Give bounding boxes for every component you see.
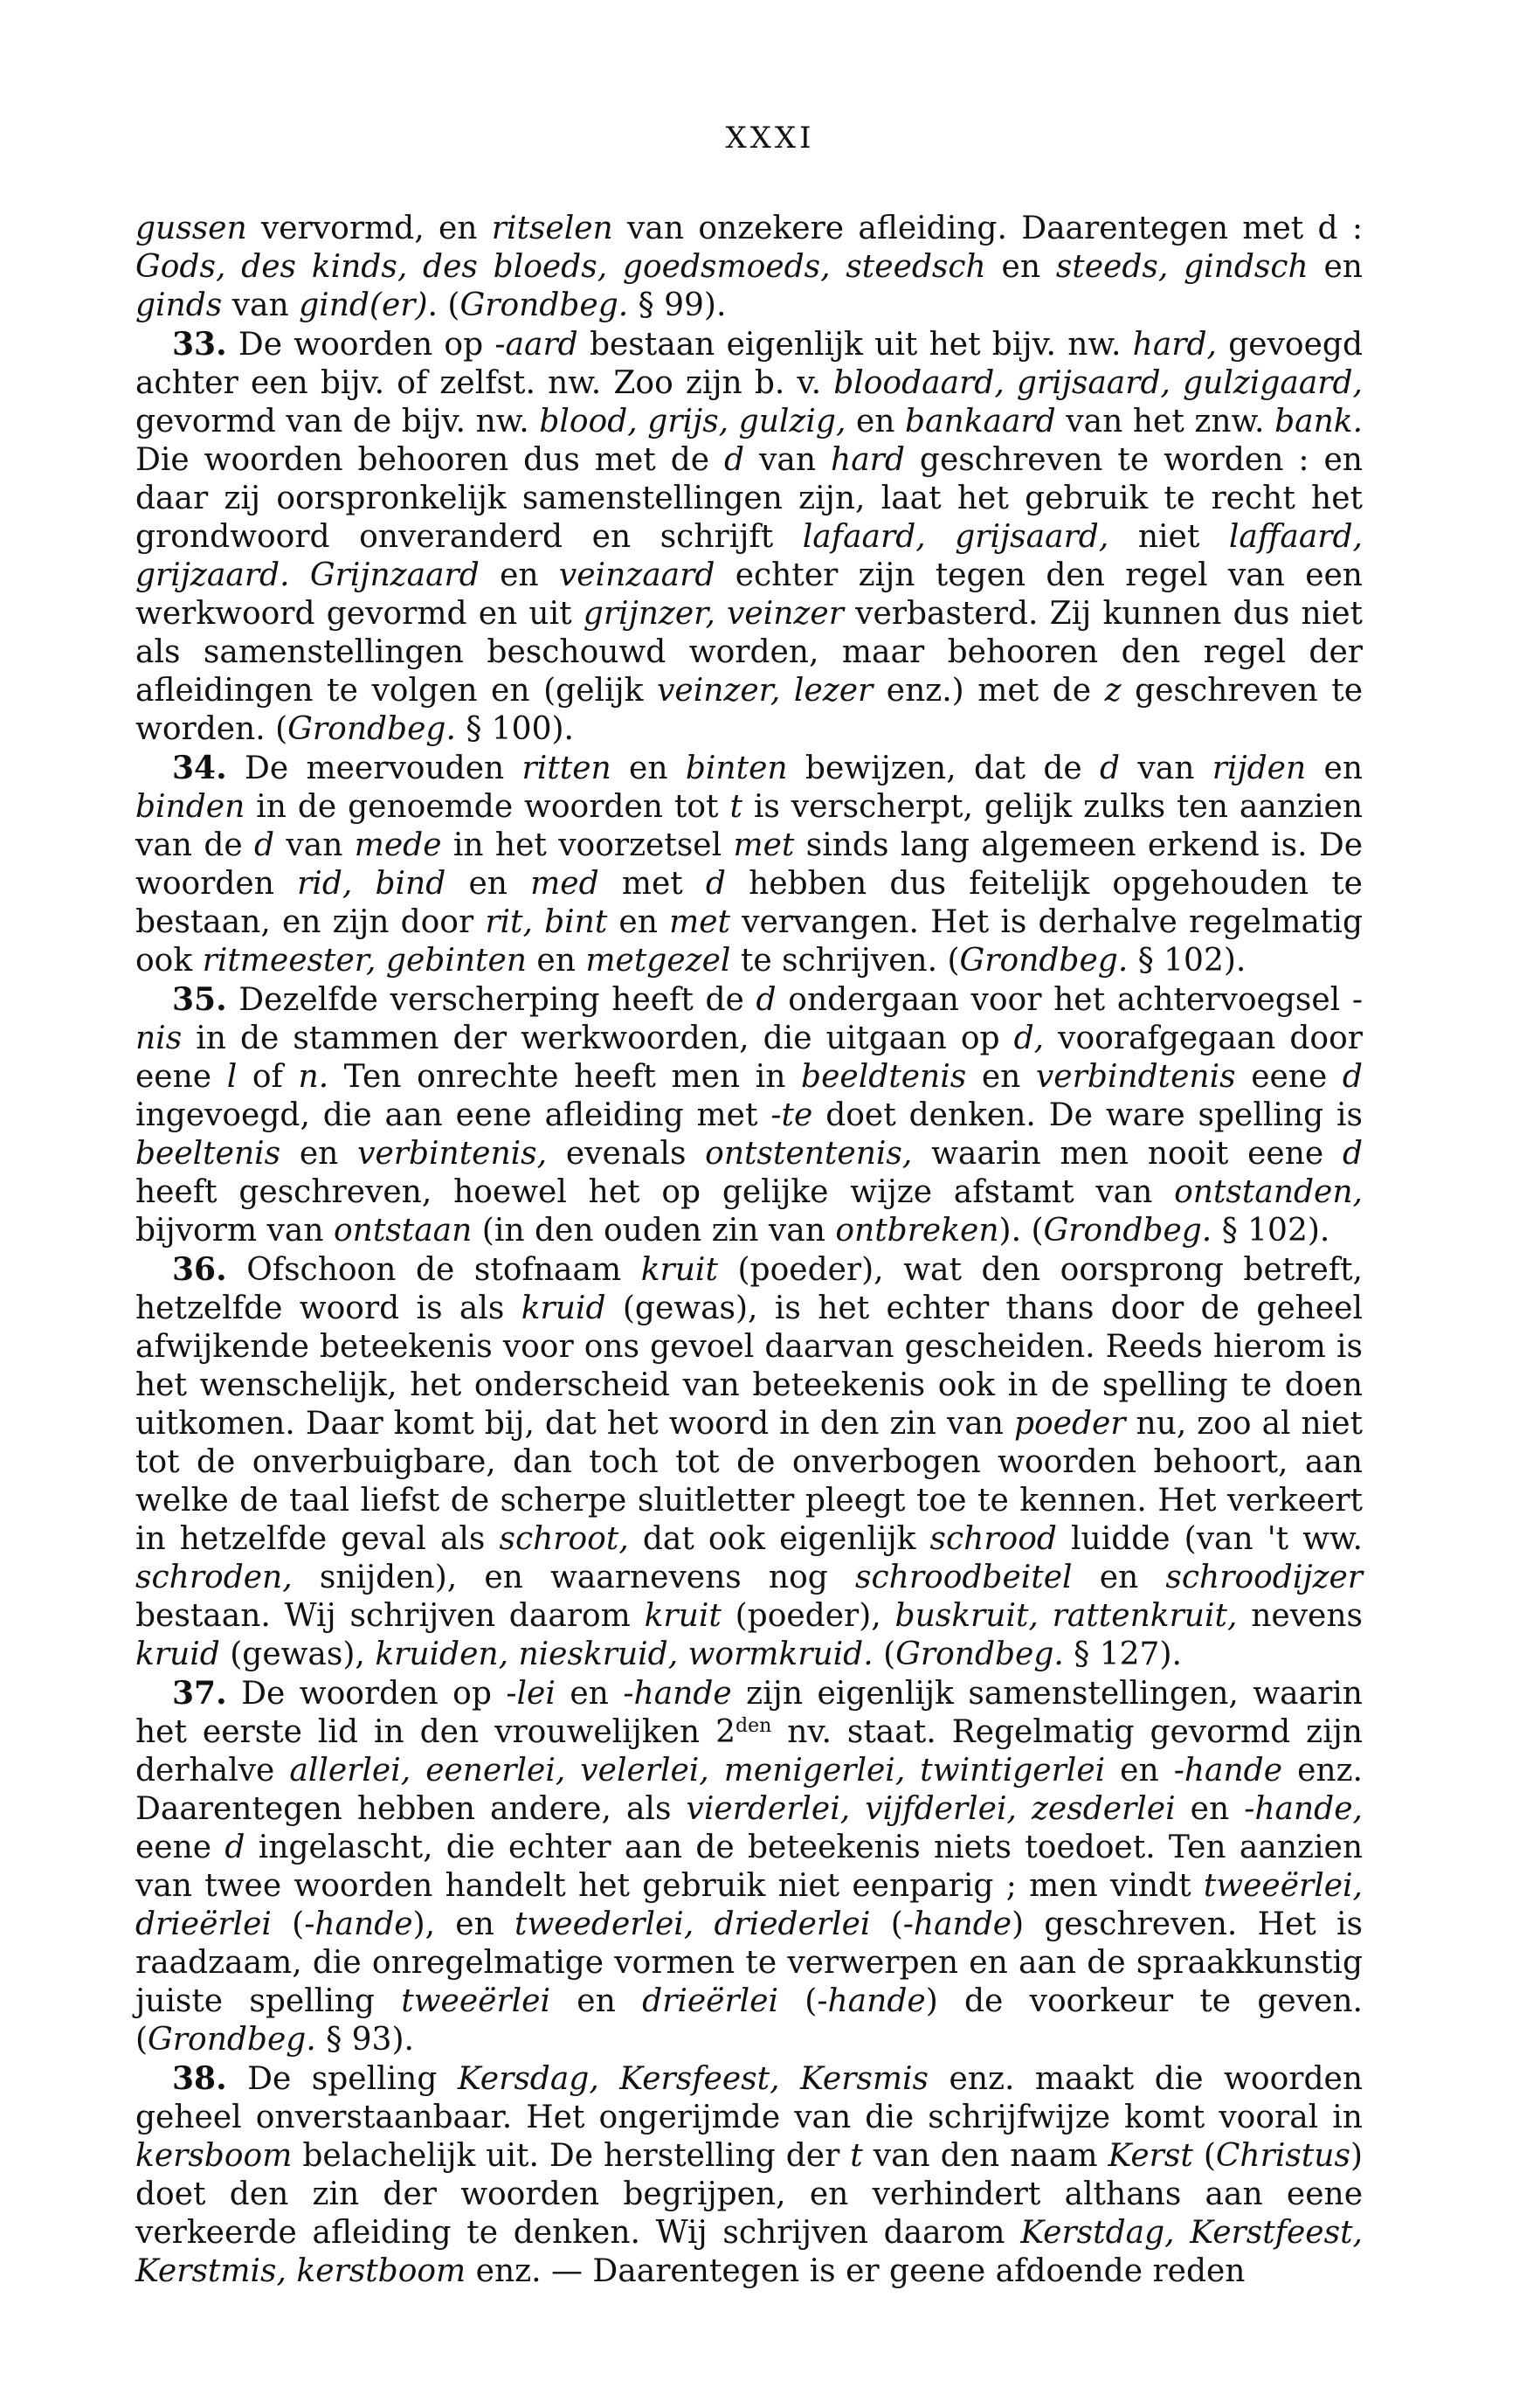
page-number: XXXI <box>725 121 815 156</box>
paragraph-intro: gussen vervormd, en ritselen van onzekere afleiding. Daarentegen met d : Gods, des kinds, des bloeds, goedsmoeds, steedsch en steeds, gindsch en ginds van gind(er). (Grondbeg. § 99). <box>135 211 1363 323</box>
section-number: 34. <box>172 750 227 786</box>
section-number: 33. <box>172 326 227 363</box>
paragraph-34: 34. De meervouden ritten en binten bewijzen, dat de d van rijden en binden in de genoemde woorden tot t is verscherpt, gelijk zulks ten aanzien van de d van mede in het voorzetsel met sinds lang algemeen erkend is. De woorden rid, bind en med met d hebben dus feitelijk opgehouden te bestaan, en zijn door rit, bint en met vervangen. Het is derhalve regelmatig ook ritmeester, gebinten en metgezel te schrijven. (Grondbeg. § 102). <box>135 750 1364 979</box>
body-text <box>135 210 1363 2291</box>
section-number: 36. <box>172 1251 227 1288</box>
paragraph-38: 38. De spelling Kersdag, Kersfeest, Kersmis enz. maakt die woorden geheel onverstaanbaar. Het ongerijmde van die schrijfwijze komt vooral in kersboom belachelijk uit. De herstelling der t van den naam Kerst (Christus) doet den zin der woorden begrijpen, en verhindert althans aan eene verkeerde afleiding te denken. Wij schrijven daarom Kerstdag, Kerstfeest, Kerstmis, kerstboom enz. — Daarentegen is er geene afdoende reden <box>135 2060 1364 2289</box>
section-number: 35. <box>172 981 227 1018</box>
paragraph-33: 33. De woorden op -aard bestaan eigenlijk uit het bijv. nw. hard, gevoegd achter een bijv. of zelfst. nw. Zoo zijn b. v. bloodaard, grijsaard, gulzigaard, gevormd van de bijv. nw. blood, grijs, gulzig, en bankaard van het znw. bank. Die woorden behooren dus met de d van hard geschreven te worden : en daar zij oorspronkelijk samenstellingen zijn, laat het gebruik te recht het grondwoord onveranderd en schrijft lafaard, grijsaard, niet laffaard, grijzaard. Grijnzaard en veinzaard echter zijn tegen den regel van een werkwoord gevormd en uit grijnzer, veinzer verbasterd. Zij kunnen dus niet als samenstellingen beschouwd worden, maar behooren den regel der afleidingen te volgen en (gelijk veinzer, lezer enz.) met de z geschreven te worden. (Grondbeg. § 100). <box>135 326 1364 747</box>
paragraph-36: 36. Ofschoon de stofnaam kruit (poeder), wat den oorsprong betreft, hetzelfde woord is als kruid (gewas), is het echter thans door de geheel afwijkende beteekenis voor ons gevoel daarvan gescheiden. Reeds hierom is het wenschelijk, het onderscheid van beteekenis ook in de spelling te doen uitkomen. Daar komt bij, dat het woord in den zin van poeder nu, zoo al niet tot de onverbuigbare, dan toch tot de onverbogen woorden behoort, aan welke de taal liefst de scherpe sluitletter pleegt toe te kennen. Het verkeert in hetzelfde geval als schroot, dat ook eigenlijk schrood luidde (van 't ww. schroden, snijden), en waarnevens nog schroodbeitel en schroodijzer bestaan. Wij schrijven daarom kruit (poeder), buskruit, rattenkruit, nevens kruid (gewas), kruiden, nieskruid, wormkruid. (Grondbeg. § 127). <box>135 1251 1364 1672</box>
paragraph-35: 35. Dezelfde verscherping heeft de d ondergaan voor het achtervoegsel -nis in de stammen der werkwoorden, die uitgaan op d, voorafgegaan door eene l of n. Ten onrechte heeft men in beeldtenis en verbindtenis eene d ingevoegd, die aan eene afleiding met -te doet denken. De ware spelling is beeltenis en verbintenis, evenals ontstentenis, waarin men nooit eene d heeft geschreven, hoewel het op gelijke wijze afstamt van ontstanden, bijvorm van ontstaan (in den ouden zin van ontbreken). (Grondbeg. § 102). <box>135 981 1363 1249</box>
section-number: 37. <box>172 1675 227 1712</box>
section-number: 38. <box>172 2060 227 2097</box>
paragraph-37: 37. De woorden op -lei en -hande zijn eigenlijk samenstellingen, waarin het eerste lid in den vrouwelijken $2^{den}$ nv. staat. Regelmatig gevormd zijn derhalve allerlei, eenerlei, velerlei, menigerlei, twintigerlei en -hande enz. Daarentegen hebben andere, als vierderlei, vijfderlei, zesderlei en -hande, eene d ingelascht, die echter aan de beteekenis niets toedoet. Ten aanzien van twee woorden handelt het gebruik niet eenparig ; men vindt tweeërlei, drieërlei (-hande), en tweederlei, driederlei (-hande) geschreven. Het is raadzaam, die onregelmatige vormen te verwerpen en aan de spraakkunstig juiste spelling tweeërlei en drieërlei (-hande) de voorkeur te geven. (Grondbeg. § 93). <box>135 1675 1363 2058</box>
